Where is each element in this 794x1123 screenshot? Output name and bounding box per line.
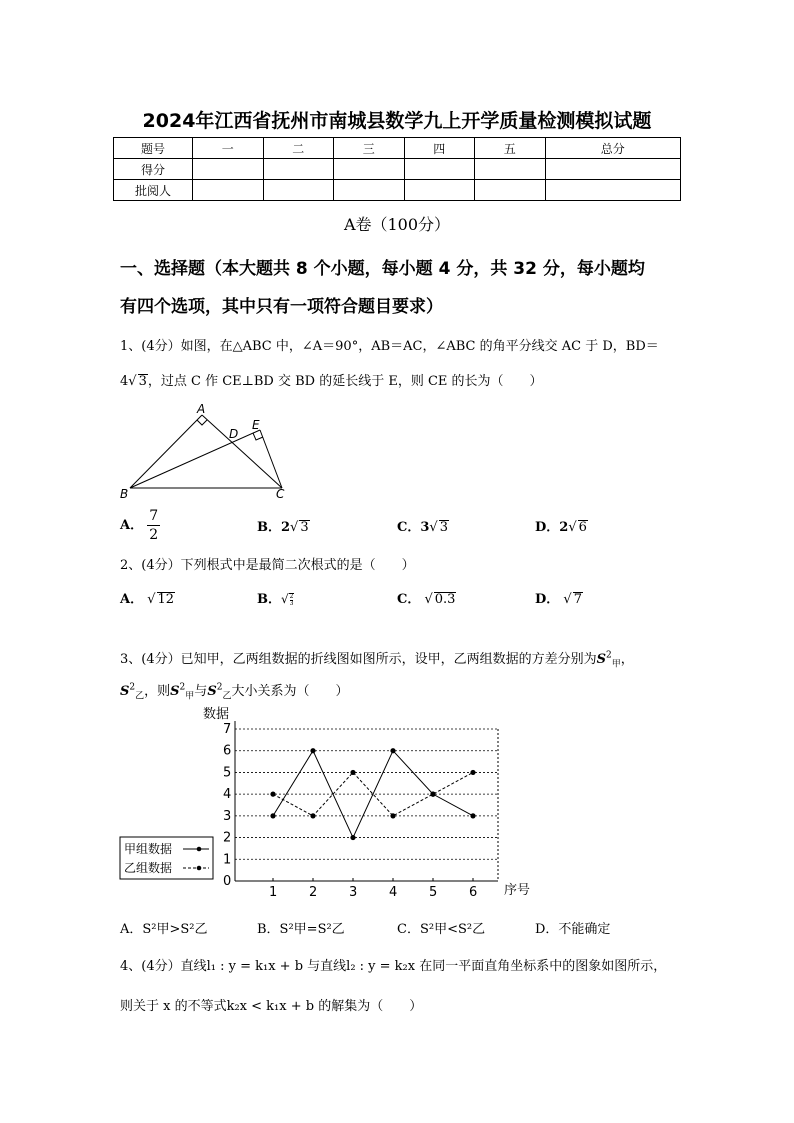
- radicand: 3: [439, 520, 448, 535]
- x-tick-label: 1: [269, 885, 278, 900]
- score-cell: [193, 159, 264, 180]
- option-label: D．: [535, 592, 560, 607]
- score-cell: [263, 159, 334, 180]
- score-cell: [475, 159, 546, 180]
- q2-stem: 2、(4分）下列根式中是最简二次根式的是（ ）: [120, 558, 415, 573]
- score-table-header-row: [114, 138, 681, 159]
- q1-stem-tail: ，过点 C 作 CE⊥BD 交 BD 的延长线于 E，则 CE 的长为（ ）: [147, 374, 543, 389]
- data-point-jia: [350, 835, 355, 840]
- score-cell: [193, 180, 264, 201]
- q2-option-a[interactable]: A． √ 12: [120, 592, 175, 607]
- segment-ac: [202, 415, 282, 488]
- segment-be: [130, 430, 260, 488]
- data-point-yi: [270, 792, 275, 797]
- data-point-yi: [310, 813, 315, 818]
- score-cell: 题号: [114, 138, 193, 159]
- radicand: 12: [157, 592, 175, 607]
- y-tick-label: 1: [223, 852, 232, 868]
- q2-option-b-radical: √ $\frac{2}{3}$: [281, 592, 294, 607]
- numerator: 7: [149, 508, 159, 524]
- data-point-yi: [430, 792, 435, 797]
- option-label: C．: [397, 520, 421, 535]
- radicand: 0.3: [434, 592, 456, 607]
- sub: 乙: [135, 691, 145, 702]
- stem-text: ，: [620, 652, 634, 667]
- sub: 甲: [185, 691, 195, 702]
- y-tick-label: 5: [223, 765, 232, 781]
- sub: 甲: [611, 659, 621, 670]
- data-point-jia: [470, 813, 475, 818]
- label-c: C: [276, 487, 285, 501]
- legend-dot-jia: [197, 847, 202, 852]
- segment-ab: [130, 415, 202, 488]
- y-tick-label: 7: [223, 722, 232, 737]
- y-tick-label: 0: [223, 874, 232, 889]
- data-point-yi: [470, 770, 475, 775]
- score-cell: [404, 159, 475, 180]
- y-axis-label: 数据: [203, 707, 230, 722]
- q3-option-d[interactable]: D．不能确定: [535, 922, 611, 937]
- q1-option-a[interactable]: [120, 507, 160, 544]
- right-angle-a: [197, 420, 207, 425]
- data-point-jia: [310, 748, 315, 753]
- denominator: 3: [289, 599, 294, 607]
- data-point-yi: [390, 813, 395, 818]
- q1-radicand: 3: [138, 374, 147, 389]
- option-label: A．: [120, 592, 144, 607]
- sub: 乙: [222, 691, 232, 702]
- radicand: 6: [578, 520, 587, 535]
- y-tick-label: 4: [223, 787, 232, 803]
- q1-coef: 4: [120, 374, 129, 389]
- score-table-row: [114, 159, 681, 180]
- q1-option-d[interactable]: D．2√ 6: [535, 520, 587, 535]
- q2-option-c[interactable]: C． √ 0.3: [397, 592, 456, 607]
- sup: 2: [606, 650, 612, 661]
- variance-symbol: S: [207, 684, 217, 699]
- variance-symbol: S: [120, 684, 130, 699]
- section-a-title: A卷（100分）: [343, 215, 451, 234]
- q1-option-c[interactable]: C．3√ 3: [397, 520, 448, 535]
- y-tick-label: 3: [223, 808, 232, 824]
- data-point-jia: [390, 748, 395, 753]
- legend-label-yi: 乙组数据: [124, 861, 173, 875]
- q1-triangle-figure: [115, 400, 295, 505]
- score-cell: [545, 159, 681, 180]
- q3-option-a[interactable]: A．S²甲>S²乙: [120, 922, 208, 937]
- x-tick-label: 4: [389, 885, 398, 900]
- x-tick-label: 2: [309, 885, 318, 900]
- option-label: C．: [397, 592, 421, 607]
- exam-title: 2024年江西省抚州市南城县数学九上开学质量检测模拟试题: [142, 110, 652, 132]
- section1-heading-line1: 一、选择题（本大题共 8 个小题，每小题 4 分，共 32 分，每小题均: [120, 259, 645, 279]
- option-label: B．: [257, 520, 281, 535]
- q1-stem-line2: 4√ 3，过点 C 作 CE⊥BD 交 BD 的延长线于 E，则 CE 的长为（ ）: [120, 374, 543, 389]
- section1-heading-line2: 有四个选项，其中只有一项符合题目要求）: [120, 297, 443, 317]
- y-tick-label: 6: [223, 743, 232, 759]
- q4-stem-line2: 则关于 x 的不等式k₂x < k₁x + b 的解集为（ ）: [120, 999, 423, 1014]
- q3-option-b[interactable]: B．S²甲=S²乙: [257, 922, 345, 937]
- score-cell: [404, 180, 475, 201]
- score-table-row: [114, 180, 681, 201]
- x-tick-label: 3: [349, 885, 358, 900]
- score-cell: 批阅人: [114, 180, 193, 201]
- label-e: E: [252, 418, 260, 432]
- score-cell: 得分: [114, 159, 193, 180]
- score-cell: 三: [334, 138, 405, 159]
- score-cell: [334, 159, 405, 180]
- y-tick-labels: [223, 722, 231, 889]
- score-cell: 五: [475, 138, 546, 159]
- score-cell: 四: [404, 138, 475, 159]
- denominator: 2: [149, 527, 159, 543]
- legend-label-jia: 甲组数据: [124, 842, 173, 856]
- coef: 2: [559, 520, 569, 535]
- small-fraction: [289, 593, 295, 607]
- score-cell: 二: [263, 138, 334, 159]
- score-table: [113, 137, 681, 201]
- q3-stem-line2: [120, 680, 348, 702]
- score-cell: 一: [193, 138, 264, 159]
- y-tick-label: 2: [223, 830, 232, 846]
- x-tick-label: 6: [469, 885, 478, 900]
- stem-text: 与: [194, 684, 208, 699]
- score-cell: [545, 180, 681, 201]
- fraction: [147, 507, 160, 544]
- x-axis-label: 序号: [504, 883, 531, 898]
- option-label: A．: [120, 518, 144, 533]
- label-b: B: [120, 487, 129, 501]
- option-label: B．: [257, 592, 281, 607]
- line-chart: [115, 700, 545, 905]
- score-cell: [263, 180, 334, 201]
- data-point-yi: [350, 770, 355, 775]
- q3-option-c[interactable]: C．S²甲<S²乙: [397, 922, 486, 937]
- q2-option-d[interactable]: D． √ 7: [535, 592, 582, 607]
- option-label: D．: [535, 520, 560, 535]
- q3-stem-line1: [120, 648, 634, 670]
- radicand: 7: [573, 592, 582, 607]
- sup: 2: [179, 682, 186, 693]
- score-cell: [475, 180, 546, 201]
- coef: 3: [420, 520, 430, 535]
- legend: [120, 837, 213, 879]
- legend-dot-yi: [197, 866, 202, 871]
- x-tick-label: 5: [429, 885, 438, 900]
- q4-stem-line1: 4、(4分）直线l₁ : y = k₁x + b 与直线l₂ : y = k₂x 在同一平面直角坐标系中的图象如图所示，: [120, 959, 667, 974]
- radicand: 3: [300, 520, 309, 535]
- numerator: 2: [289, 592, 294, 600]
- stem-text: 大小关系为（ ）: [231, 684, 349, 699]
- stem-text: ，则: [144, 684, 171, 699]
- sup: 2: [216, 682, 223, 693]
- variance-symbol: S: [170, 684, 180, 699]
- q2-option-b[interactable]: [257, 588, 281, 607]
- score-cell: 总分: [545, 138, 681, 159]
- q1-stem-line1: 1、(4分）如图，在△ABC 中，∠A＝90°，AB＝AC，∠ABC 的角平分线交 AC 于 D，BD＝: [120, 339, 659, 354]
- sup: 2: [129, 682, 136, 693]
- segment-ec: [260, 430, 282, 488]
- coef: 2: [281, 520, 291, 535]
- data-point-jia: [270, 813, 275, 818]
- variance-symbol: S: [596, 652, 607, 667]
- label-d: D: [229, 427, 239, 441]
- score-cell: [334, 180, 405, 201]
- stem-text: 3、(4分）已知甲，乙两组数据的折线图如图所示，设甲，乙两组数据的方差分别为: [120, 652, 597, 667]
- q1-option-b[interactable]: B．2√ 3: [257, 520, 309, 535]
- label-a: A: [197, 402, 206, 416]
